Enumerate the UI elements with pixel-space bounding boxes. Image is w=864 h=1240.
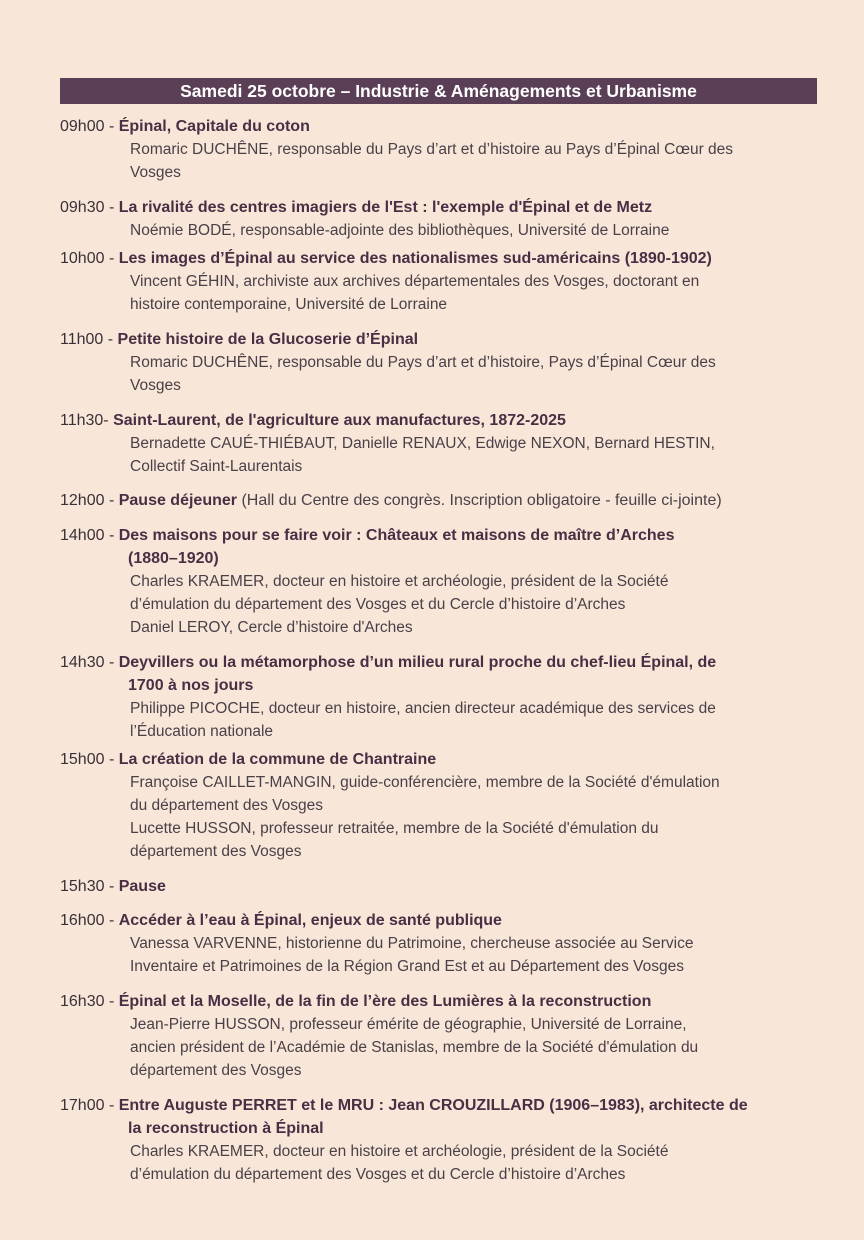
entry-title-continuation: 1700 à nos jours <box>128 677 254 694</box>
entry-time: 16h30 - <box>60 993 115 1010</box>
program-entry <box>60 328 820 397</box>
program-entry <box>60 196 820 242</box>
entry-speaker-line: Romaric DUCHÊNE, responsable du Pays d’art et d’histoire au Pays d’Épinal Cœur des <box>130 141 734 158</box>
entry-title: Des maisons pour se faire voir : Châteaux et maisons de maître d’Arches <box>118 527 675 544</box>
entry-speaker-line: Bernadette CAUÉ-THIÉBAUT, Danielle RENAUX, Edwige NEXON, Bernard HESTIN, <box>130 435 715 452</box>
entry-speaker-line: département des Vosges <box>130 843 302 860</box>
program-entry <box>60 748 820 863</box>
entry-speaker-line: Vosges <box>130 164 181 181</box>
entry-time: 16h00 - <box>60 912 115 929</box>
entry-speaker-line: Vosges <box>130 377 181 394</box>
program-entry <box>60 524 820 639</box>
entry-speaker-line: Romaric DUCHÊNE, responsable du Pays d’art et d’histoire, Pays d’Épinal Cœur des <box>130 354 716 371</box>
program-entry <box>60 489 820 512</box>
entry-speaker-line: ancien président de l’Académie de Stanislas, membre de la Société d'émulation du <box>130 1039 699 1056</box>
entry-speaker-line: Daniel LEROY, Cercle d’histoire d'Arches <box>130 619 413 636</box>
entry-title: Deyvillers ou la métamorphose d’un milieu rural proche du chef-lieu Épinal, de <box>118 654 717 671</box>
entry-speaker-line: Vincent GÉHIN, archiviste aux archives départementales des Vosges, doctorant en <box>130 273 700 290</box>
entry-title: La rivalité des centres imagiers de l'Est : l'exemple d'Épinal et de Metz <box>118 199 653 216</box>
entry-speaker-line: Lucette HUSSON, professeur retraitée, membre de la Société d'émulation du <box>130 820 659 837</box>
entry-time: 14h00 - <box>60 527 115 544</box>
entry-speaker-line: d’émulation du département des Vosges et du Cercle d’histoire d’Arches <box>130 1166 626 1183</box>
entry-time: 09h00 - <box>60 118 115 135</box>
entry-speaker-line: Collectif Saint-Laurentais <box>130 458 303 475</box>
program-entry <box>60 651 820 743</box>
entry-speaker-line: histoire contemporaine, Université de Lorraine <box>130 296 448 313</box>
entry-time: 15h00 - <box>60 751 115 768</box>
program-entry <box>60 115 820 184</box>
entry-speaker-line: département des Vosges <box>130 1062 302 1079</box>
program-entry <box>60 990 820 1082</box>
entry-speaker-line: Françoise CAILLET-MANGIN, guide-conférencière, membre de la Société d'émulation <box>130 774 720 791</box>
entry-speaker-line: Inventaire et Patrimoines de la Région Grand Est et au Département des Vosges <box>130 958 685 975</box>
entry-title-continuation: (1880–1920) <box>128 550 219 567</box>
entry-speaker-line: Philippe PICOCHE, docteur en histoire, ancien directeur académique des services de <box>130 700 716 717</box>
entry-time: 14h30 - <box>60 654 115 671</box>
entry-note: (Hall du Centre des congrès. Inscription obligatoire - feuille ci-jointe) <box>241 492 722 509</box>
entry-title: Les images d’Épinal au service des nationalismes sud-américains (1890-1902) <box>118 250 712 267</box>
program-entry <box>60 1094 820 1186</box>
entry-title: Petite histoire de la Glucoserie d’Épinal <box>117 331 419 348</box>
entry-time: 10h00 - <box>60 250 115 267</box>
entry-time: 12h00 - <box>60 492 115 509</box>
entry-time: 11h30- <box>60 412 109 429</box>
entry-title-continuation: la reconstruction à Épinal <box>128 1120 324 1137</box>
entry-title: Épinal et la Moselle, de la fin de l’ère des Lumières à la reconstruction <box>118 993 652 1010</box>
entry-title: Entre Auguste PERRET et le MRU : Jean CROUZILLARD (1906–1983), architecte de <box>118 1097 748 1114</box>
entry-speaker-line: du département des Vosges <box>130 797 324 814</box>
entry-speaker-line: Noémie BODÉ, responsable-adjointe des bibliothèques, Université de Lorraine <box>130 222 670 239</box>
entry-speaker-line: Vanessa VARVENNE, historienne du Patrimoine, chercheuse associée au Service <box>130 935 694 952</box>
entry-title: Épinal, Capitale du coton <box>118 118 310 135</box>
entry-title: Saint-Laurent, de l'agriculture aux manufactures, 1872-2025 <box>113 412 566 429</box>
entry-title: Accéder à l’eau à Épinal, enjeux de santé publique <box>118 912 502 929</box>
entry-time: 17h00 - <box>60 1097 115 1114</box>
day-header: Samedi 25 octobre – Industrie & Aménagements et Urbanisme <box>60 78 817 104</box>
entry-title: Pause <box>118 878 166 895</box>
entry-speaker-line: d’émulation du département des Vosges et du Cercle d’histoire d’Arches <box>130 596 626 613</box>
entry-speaker-line: Charles KRAEMER, docteur en histoire et archéologie, président de la Société <box>130 573 669 590</box>
program-entry <box>60 409 820 478</box>
entry-time: 09h30 - <box>60 199 115 216</box>
program-entry <box>60 875 820 898</box>
entry-speaker-line: Charles KRAEMER, docteur en histoire et archéologie, président de la Société <box>130 1143 669 1160</box>
entry-speaker-line: Jean-Pierre HUSSON, professeur émérite de géographie, Université de Lorraine, <box>130 1016 687 1033</box>
entry-speaker-line: l’Éducation nationale <box>130 723 274 740</box>
program-entry <box>60 909 820 978</box>
entry-title: La création de la commune de Chantraine <box>118 751 437 768</box>
entry-time: 11h00 - <box>60 331 114 348</box>
entry-time: 15h30 - <box>60 878 115 895</box>
entry-title: Pause déjeuner <box>118 492 237 509</box>
program-entry <box>60 247 820 316</box>
